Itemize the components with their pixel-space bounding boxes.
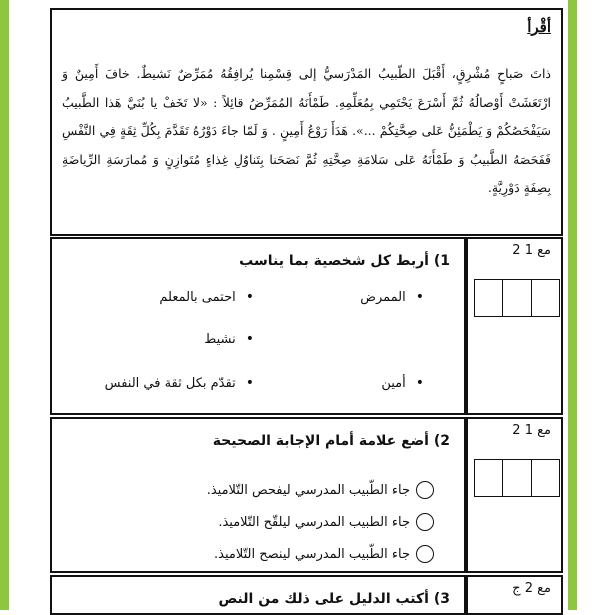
option-label: جاء الطّبيب المدرسي لينصح التّلاميذ.	[214, 546, 410, 562]
grade-cell[interactable]	[532, 460, 559, 496]
match-left-item[interactable]	[360, 289, 424, 305]
option-label: جاء الطّبيب المدرسي ليفحص التّلاميذ.	[206, 482, 410, 498]
grade-cell[interactable]	[475, 460, 503, 496]
radio-circle-icon[interactable]	[416, 545, 434, 563]
bullet-icon: •	[415, 375, 424, 391]
radio-circle-icon[interactable]	[416, 513, 434, 531]
option-label: جاء الطبيب المدرسي ليلقّح التّلاميذ.	[218, 514, 410, 530]
options-list	[207, 474, 434, 570]
question-3-box	[50, 575, 466, 615]
grade-cells	[474, 279, 560, 317]
criterion-mark: مع 1 2	[512, 243, 551, 258]
reading-title: أقْرأ	[527, 18, 551, 36]
match-left-label: أمين	[381, 376, 406, 391]
match-right-label: احتمى بالمعلم	[159, 290, 236, 305]
question-2-box	[50, 417, 466, 573]
match-left-label: الممرض	[360, 290, 406, 305]
bullet-icon: •	[415, 289, 424, 305]
match-right-item[interactable]	[204, 331, 254, 347]
option-row[interactable]	[207, 506, 434, 538]
grade-cell[interactable]	[503, 460, 531, 496]
grade-cell[interactable]	[503, 280, 531, 316]
score-box-3	[466, 575, 563, 615]
right-green-border	[568, 0, 577, 610]
bullet-icon: •	[245, 331, 254, 347]
match-left-item[interactable]	[381, 375, 424, 391]
score-box-2	[466, 417, 563, 573]
score-box-1	[466, 237, 563, 415]
grade-cells	[474, 459, 560, 497]
match-right-label: تقدّم بكل ثقة في النفس	[104, 376, 236, 391]
option-row[interactable]	[207, 474, 434, 506]
criterion-mark: مع 1 2	[512, 423, 551, 438]
question-1-box	[50, 237, 466, 415]
match-right-item[interactable]	[159, 289, 254, 305]
bullet-icon: •	[245, 289, 254, 305]
match-right-item[interactable]	[105, 375, 254, 391]
left-green-border	[0, 0, 9, 610]
question-1-title: 1) أربط كل شخصية بما يناسب	[239, 253, 450, 269]
question-3-title: 3) أكتب الدليل على ذلك من النص	[218, 591, 450, 607]
match-right-label: نشيط	[204, 332, 236, 347]
reading-passage: ذاتَ صَباحٍ مُشْرِقٍ، أَقْبَلَ الطّبيبُ المَدْرَسيُّ إلى قِسْمِنا يُرافِقُهُ مُمَرِّضٌ نَشيطٌ. خافَ أَمِينٌ وَ ارْتَعَشَتْ أَوْصالُهُ ثُمَّ أَسْرَعَ يَحْتَمِي بِمُعَلِّمِهِ. طَمْأَنَهُ المُمَرِّضُ قائِلاً : «لا تَخَفْ يا بُنَيَّ هَذا الطَّبيبُ سَيَفْحَصُكُمْ وَ يَطْمَئِنُّ عَلى صِحَّتِكُمْ ...». هَدَأَ رَوْعُ أَمِينٍ . وَ لَمّا جاءَ دَوْرُهُ تَقَدَّمَ بِكُلِّ ثِقَةٍ فِي النَّفْسِ فَفَحَصَهُ الطَّبيبُ وَ طَمْأَنَهُ عَلى سَلامَةِ صِحَّتِهِ ثُمَّ نَصَحَنا بِتَناوُلِ غِذاءٍ مُتَوازِنٍ وَ مُمارَسَةِ الرِّياضَةِ بِصِفَةٍ دَوْرِيَّةٍ.	[62, 66, 551, 195]
option-row[interactable]	[207, 538, 434, 570]
bullet-icon: •	[245, 375, 254, 391]
grade-cell[interactable]	[532, 280, 559, 316]
question-2-title: 2) أضع علامة أمام الإجابة الصحيحة	[212, 433, 450, 449]
reading-section	[50, 8, 563, 236]
criterion-mark: مع 2 ج	[512, 581, 551, 596]
radio-circle-icon[interactable]	[416, 481, 434, 499]
grade-cell[interactable]	[475, 280, 503, 316]
